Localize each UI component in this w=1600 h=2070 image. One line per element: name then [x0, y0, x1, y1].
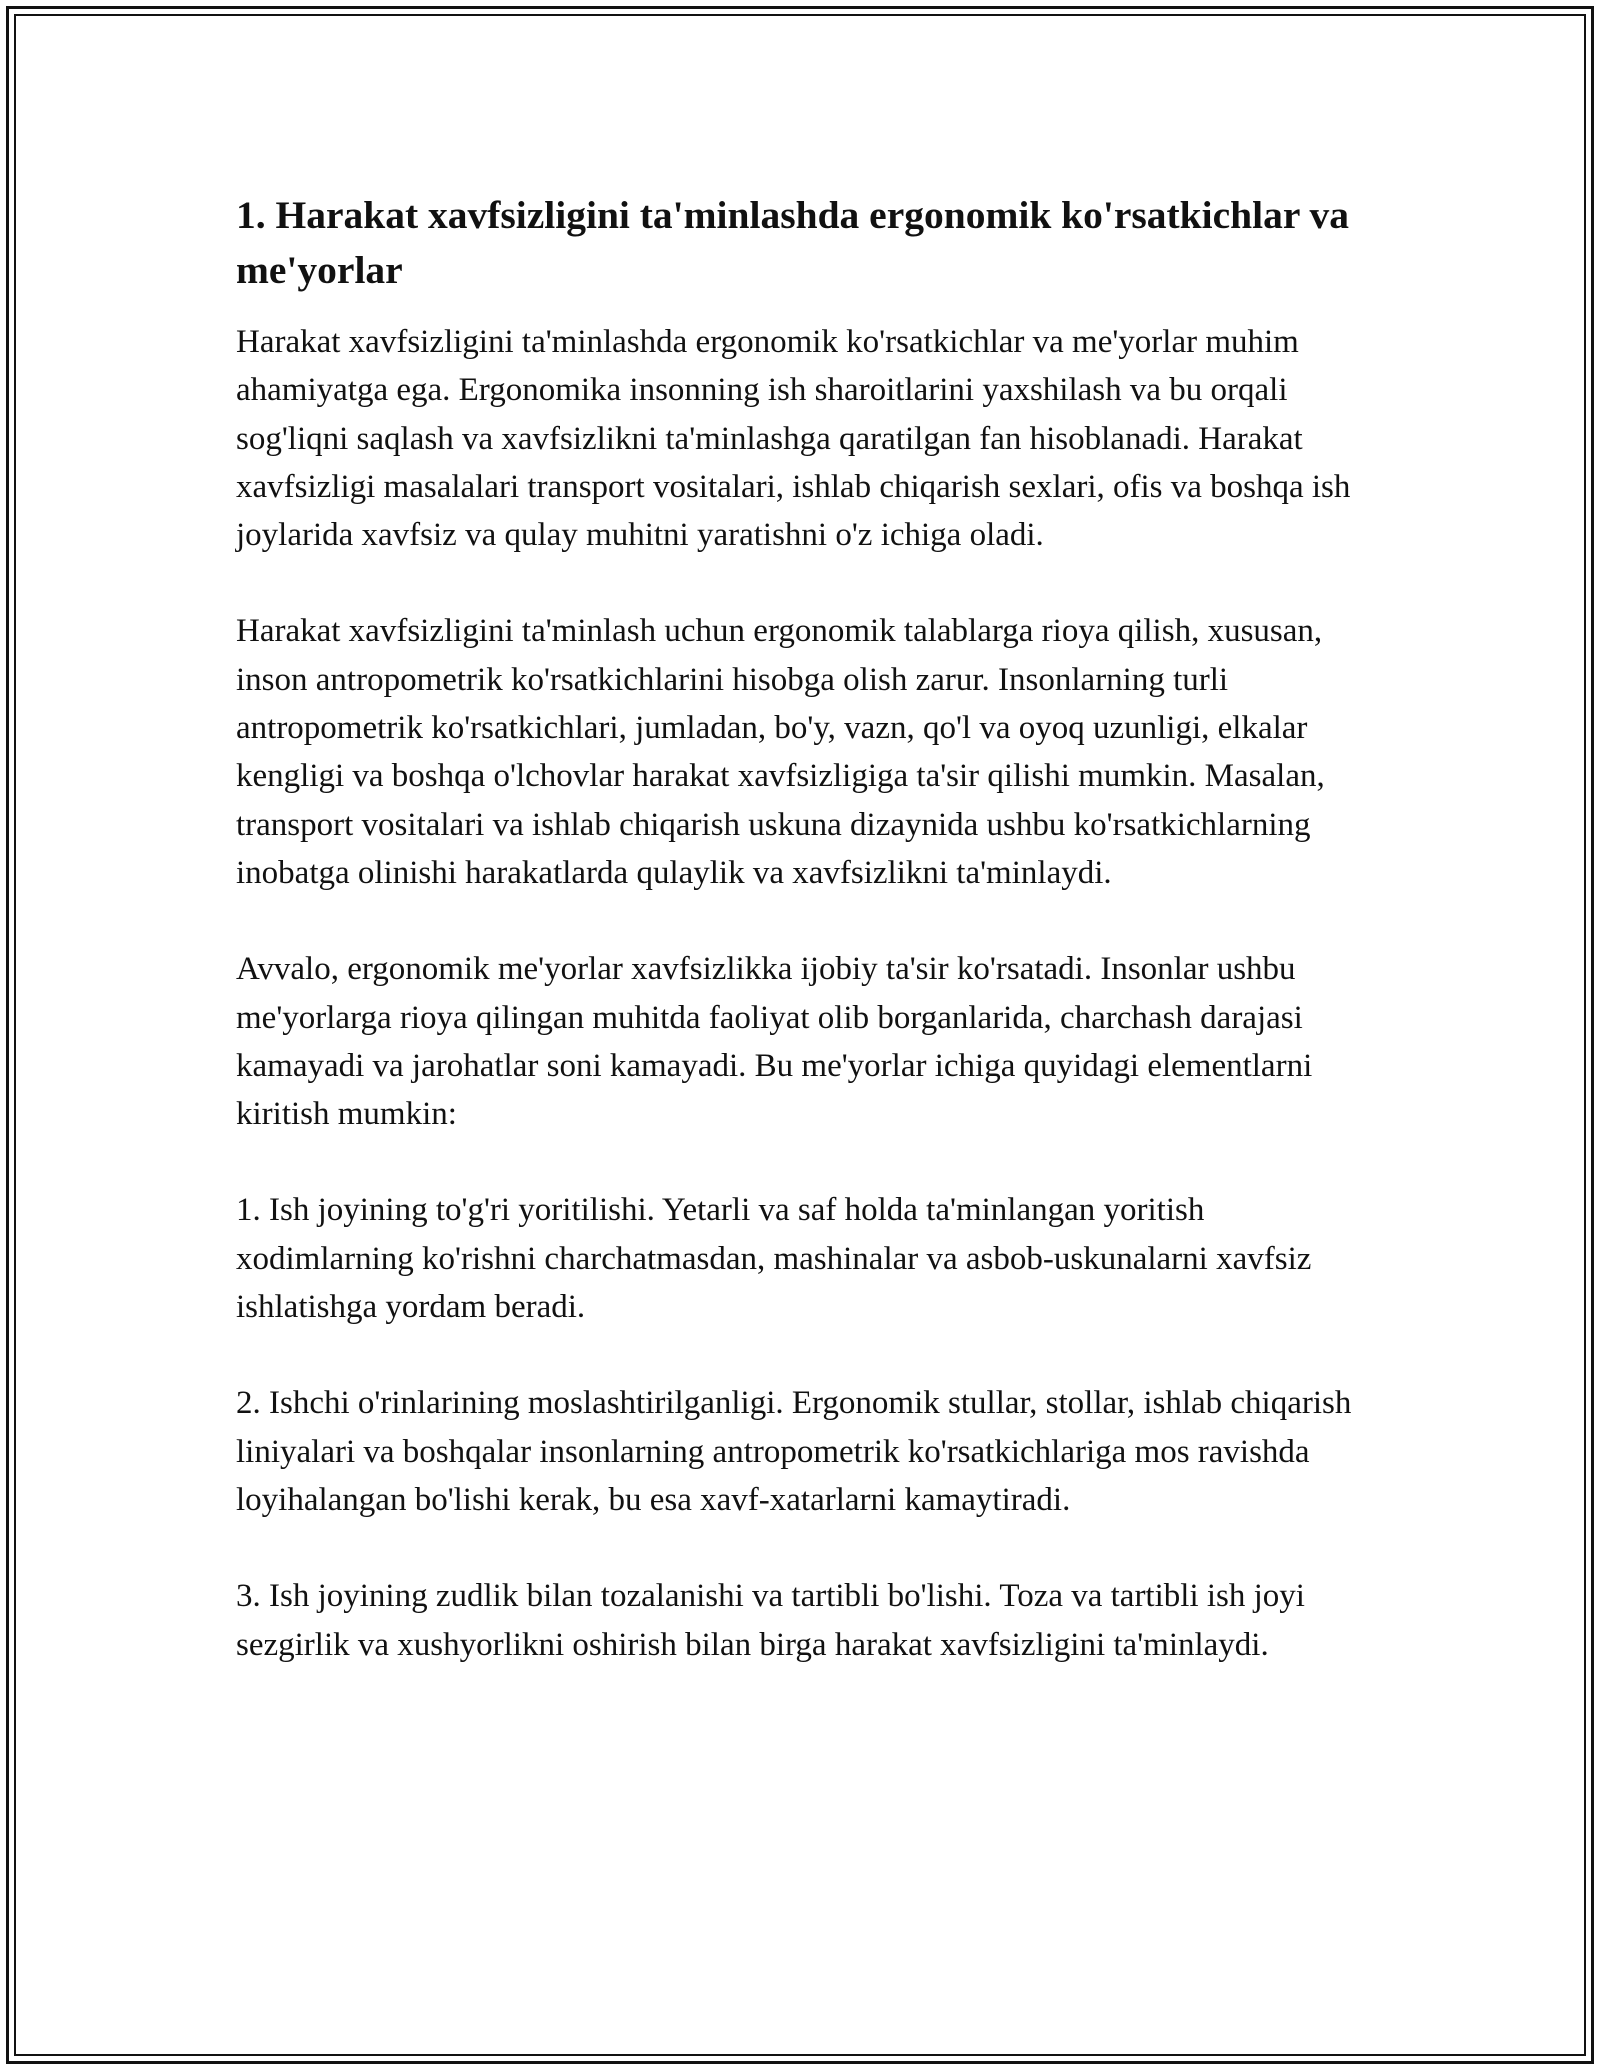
section-heading: 1. Harakat xavfsizligini ta'minlashda ergonomik ko'rsatkichlar va me'yorlar [236, 193, 1350, 292]
paragraph-anthropometric: Harakat xavfsizligini ta'minlash uchun ergonomik talablarga rioya qilish, xususan, inson antropometrik ko'rsatkichlarini hisobga olish zarur. Insonlarning turli antropometrik ko'rsatkichlari, jumladan, bo'y, vazn, qo'l va oyoq uzunligi, elkalar kengligi va boshqa o'lchovlar harakat xavfsizligiga ta'sir qilishi mumkin. Masalan, transport vositalari va ishlab chiqarish uskuna dizaynida ushbu ko'rsatkichlarning inobatga olinishi harakatlarda qulaylik va xavfsizlikni ta'minlaydi. [236, 613, 1325, 891]
document-body [236, 188, 1366, 1717]
paragraph-intro: Harakat xavfsizligini ta'minlashda ergonomik ko'rsatkichlar va me'yorlar muhim ahamiyatga ega. Ergonomika insonning ish sharoitlarini yaxshilash va bu orqali sog'liqni saqlash va xavfsizlikni ta'minlashga qaratilgan fan hisoblanadi. Harakat xavfsizligi masalalari transport vositalari, ishlab chiqarish sexlari, ofis va boshqa ish joylarida xavfsiz va qulay muhitni yaratishni o'z ichiga oladi. [236, 324, 1351, 554]
list-item-workstations: 2. Ishchi o'rinlarining moslashtirilganligi. Ergonomik stullar, stollar, ishlab chiqarish liniyalari va boshqalar insonlarning antropometrik ko'rsatkichlariga mos ravishda loyihalangan bo'lishi kerak, bu esa xavf-xatarlarni kamaytiradi. [236, 1385, 1352, 1518]
list-item-cleanliness: 3. Ish joyining zudlik bilan tozalanishi va tartibli bo'lishi. Toza va tartibli ish joyi sezgirlik va xushyorlikni oshirish bilan birga harakat xavfsizligini ta'minlaydi. [236, 1578, 1305, 1663]
list-item-lighting: 1. Ish joyining to'g'ri yoritilishi. Yetarli va saf holda ta'minlangan yoritish xodimlarning ko'rishni charchatmasdan, mashinalar va asbob-uskunalarni xavfsiz ishlatishga yordam beradi. [236, 1192, 1312, 1326]
paragraph-norms: Avvalo, ergonomik me'yorlar xavfsizlikka ijobiy ta'sir ko'rsatadi. Insonlar ushbu me'yorlarga rioya qilingan muhitda faoliyat olib borganlarida, charchash darajasi kamayadi va jarohatlar soni kamayadi. Bu me'yorlar ichiga quyidagi elementlarni kiritish mumkin: [236, 951, 1313, 1133]
